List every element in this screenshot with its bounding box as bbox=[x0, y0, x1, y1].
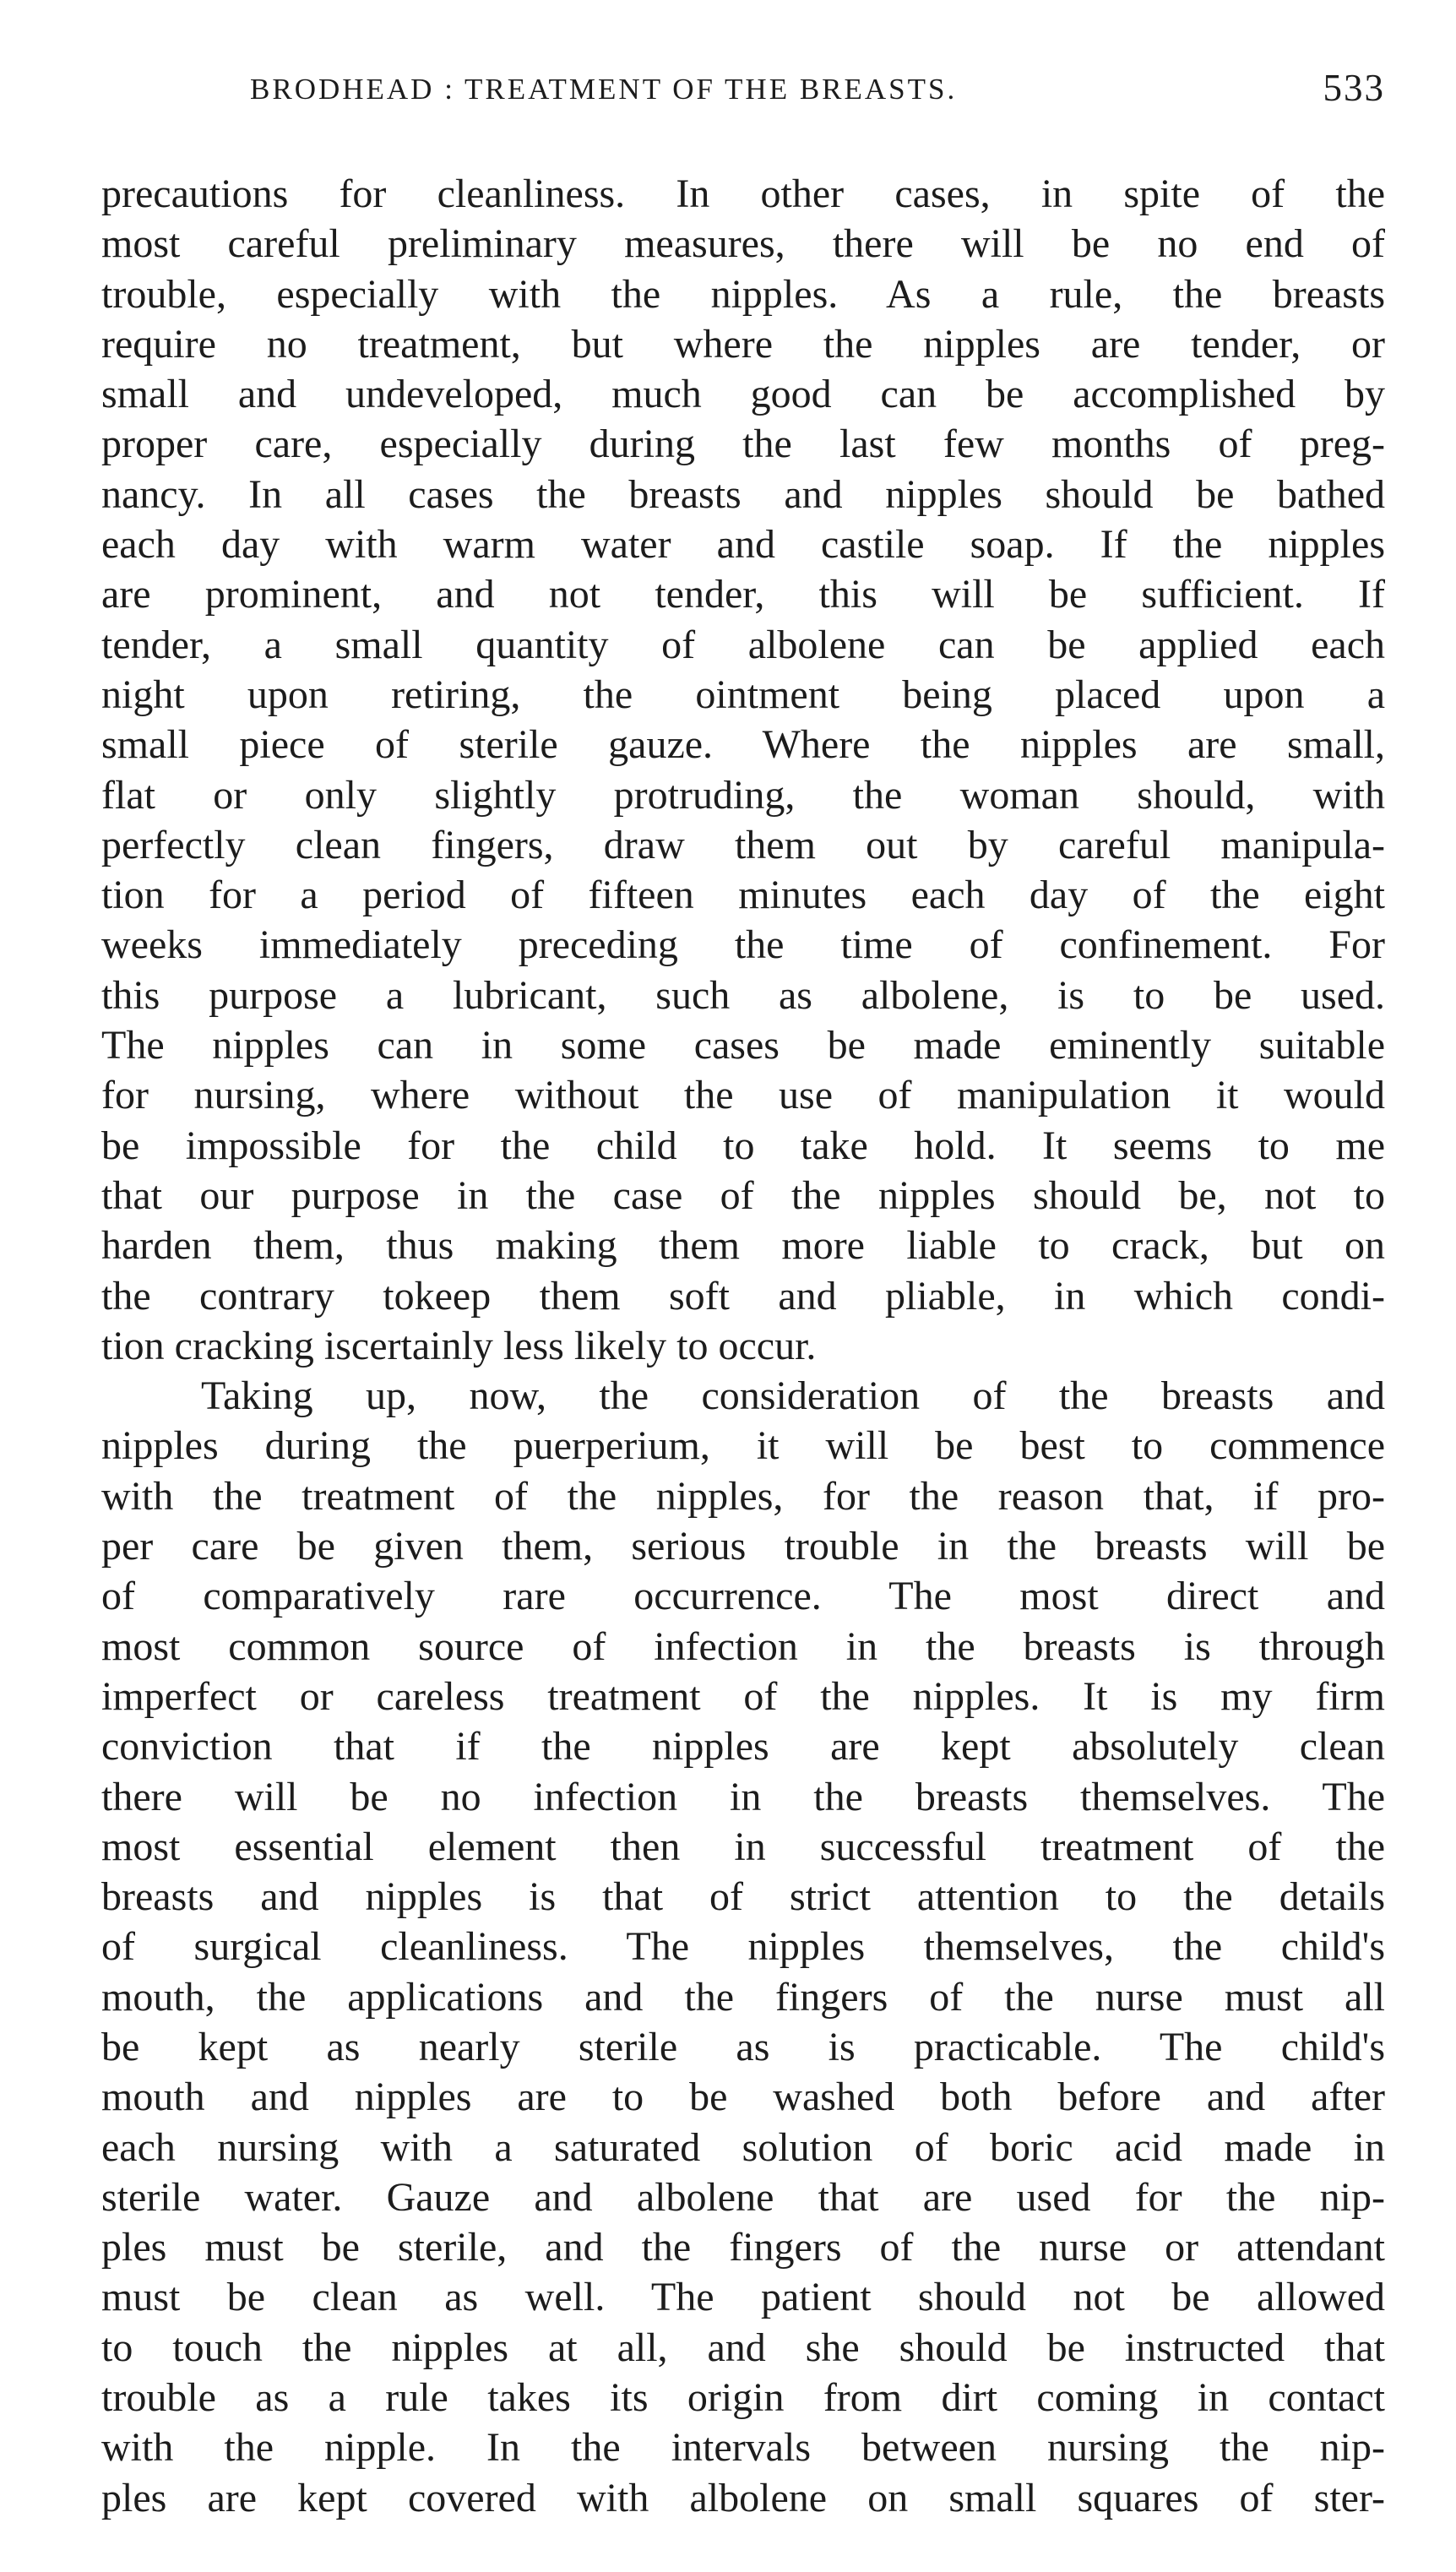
running-head bbox=[101, 66, 1385, 117]
text-line: with the nipple. In the intervals between nursing the nip- bbox=[101, 2425, 1385, 2471]
text-line: flat or only slightly protruding, the woman should, with bbox=[101, 772, 1385, 818]
text-line: require no treatment, but where the nipples are tender, or bbox=[101, 321, 1385, 367]
text-line: conviction that if the nipples are kept absolutely clean bbox=[101, 1724, 1385, 1770]
text-line: weeks immediately preceding the time of confinement. For bbox=[101, 922, 1385, 968]
paragraph bbox=[101, 169, 1385, 1371]
text-line: breasts and nipples is that of strict attention to the details bbox=[101, 1874, 1385, 1920]
text-line: trouble, especially with the nipples. As a rule, the breasts bbox=[101, 271, 1385, 317]
text-line: be kept as nearly sterile as is practicable. The child's bbox=[101, 2024, 1385, 2069]
text-line: nancy. In all cases the breasts and nipples should be bathed bbox=[101, 471, 1385, 517]
text-line: this purpose a lubricant, such as albolene, is to be used. bbox=[101, 972, 1385, 1018]
text-line: precautions for cleanliness. In other cases, in spite of the bbox=[101, 171, 1385, 216]
text-line: most essential element then in successful treatment of the bbox=[101, 1824, 1385, 1869]
text-line: nipples during the puerperium, it will be best to commence bbox=[101, 1423, 1385, 1469]
text-line: proper care, especially during the last few months of preg- bbox=[101, 421, 1385, 467]
text-line: Taking up, now, the consideration of the breasts and bbox=[201, 1373, 1385, 1419]
text-line: The nipples can in some cases be made eminently suitable bbox=[101, 1023, 1385, 1068]
text-line: each nursing with a saturated solution of boric acid made in bbox=[101, 2124, 1385, 2170]
text-line: ples are kept covered with albolene on small squares of ster- bbox=[101, 2475, 1385, 2520]
text-line: each day with warm water and castile soap. If the nipples bbox=[101, 522, 1385, 568]
text-line: tion for a period of fifteen minutes each day of the eight bbox=[101, 873, 1385, 918]
page-number: 533 bbox=[1323, 67, 1385, 109]
text-line: there will be no infection in the breasts themselves. The bbox=[101, 1774, 1385, 1819]
text-line: perfectly clean fingers, draw them out by careful manipula- bbox=[101, 822, 1385, 867]
text-line: must be clean as well. The patient should not be allowed bbox=[101, 2275, 1385, 2320]
text-line: trouble as a rule takes its origin from dirt coming in contact bbox=[101, 2375, 1385, 2421]
text-line: tion cracking iscertainly less likely to occur. bbox=[101, 1323, 817, 1368]
text-line: be impossible for the child to take hold. It seems to me bbox=[101, 1123, 1385, 1168]
text-line: sterile water. Gauze and albolene that are used for the nip- bbox=[101, 2174, 1385, 2220]
text-line: harden them, thus making them more liable to crack, but on bbox=[101, 1223, 1385, 1269]
text-line: most common source of infection in the breasts is through bbox=[101, 1623, 1385, 1669]
text-line: tender, a small quantity of albolene can be applied each bbox=[101, 622, 1385, 667]
text-line: per care be given them, serious trouble in the breasts will be bbox=[101, 1524, 1385, 1569]
text-line: of surgical cleanliness. The nipples themselves, the child's bbox=[101, 1924, 1385, 1970]
text-line: are prominent, and not tender, this will be sufficient. If bbox=[101, 572, 1385, 617]
text-line: of comparatively rare occurrence. The most direct and bbox=[101, 1574, 1385, 1619]
body-text bbox=[101, 169, 1385, 2523]
text-line: for nursing, where without the use of manipulation it would bbox=[101, 1073, 1385, 1118]
text-line: imperfect or careless treatment of the nipples. It is my firm bbox=[101, 1673, 1385, 1719]
text-line: to touch the nipples at all, and she should be instructed that bbox=[101, 2325, 1385, 2370]
text-line: the contrary tokeep them soft and pliable, in which condi- bbox=[101, 1273, 1385, 1319]
paragraph bbox=[101, 1371, 1385, 2523]
running-title: BRODHEAD : TREATMENT OF THE BREASTS. bbox=[250, 73, 958, 106]
text-line: mouth and nipples are to be washed both before and after bbox=[101, 2074, 1385, 2120]
text-line: ples must be sterile, and the fingers of the nurse or attendant bbox=[101, 2225, 1385, 2270]
text-line: small piece of sterile gauze. Where the nipples are small, bbox=[101, 722, 1385, 768]
text-line: most careful preliminary measures, there will be no end of bbox=[101, 221, 1385, 267]
text-line: small and undeveloped, much good can be accomplished by bbox=[101, 372, 1385, 417]
text-line: with the treatment of the nipples, for the reason that, if pro- bbox=[101, 1473, 1385, 1519]
text-line: that our purpose in the case of the nipples should be, not to bbox=[101, 1172, 1385, 1218]
text-line: night upon retiring, the ointment being placed upon a bbox=[101, 672, 1385, 717]
text-line: mouth, the applications and the fingers of the nurse must all bbox=[101, 1974, 1385, 2020]
